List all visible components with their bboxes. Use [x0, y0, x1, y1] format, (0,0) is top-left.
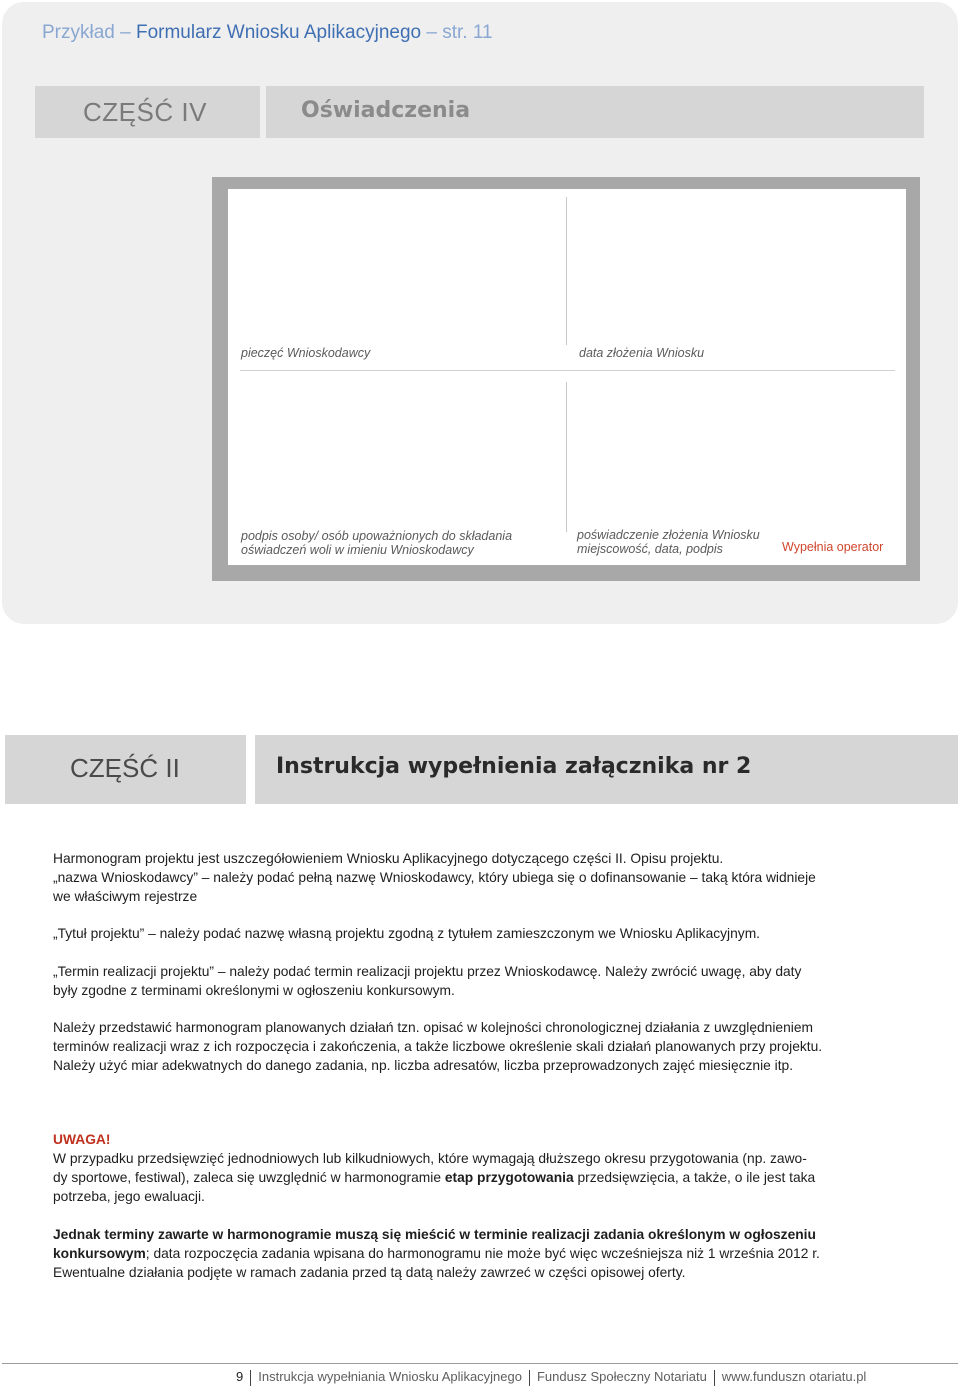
paragraph-title — [53, 924, 903, 943]
notice-label: UWAGA! — [53, 1132, 111, 1147]
paragraph-term — [53, 962, 903, 1000]
text-line: były zgodne z terminami określonymi w ogłoszeniu konkursowym. — [53, 983, 455, 998]
footer-url[interactable]: www.funduszn otariatu.pl — [721, 1369, 867, 1384]
page-footer — [236, 1369, 866, 1386]
confirm-label-2: miejscowość, data, podpis — [577, 542, 723, 556]
text-line: Harmonogram projektu jest uszczegółowieniem Wniosku Aplikacyjnego dotyczącego części II. Opisu projektu. — [53, 851, 724, 866]
text-span-bold: konkursowym — [53, 1246, 146, 1261]
text-line: „nazwa Wnioskodawcy” – należy podać pełną nazwę Wnioskodawcy, który ubiega się o dofinansowanie – taką która widnieje — [53, 870, 816, 885]
footer-doc-title: Instrukcja wypełniania Wniosku Aplikacyjnego — [258, 1369, 522, 1384]
text-line: terminów realizacji wraz z ich rozpoczęcia i zakończenia, a także liczbowe określenie skali działań planowanych przy projektu. — [53, 1039, 823, 1054]
footer-separator — [714, 1370, 715, 1386]
part4-label: CZĘŚĆ IV — [83, 97, 207, 127]
notice-section — [53, 1130, 903, 1206]
confirm-label-1: poświadczenie złożenia Wniosku — [577, 528, 760, 542]
text-line: „Tytuł projektu” – należy podać nazwę własną projektu zgodną z tytułem zamieszczonym we Wniosku Aplikacyjnym. — [53, 926, 761, 941]
paragraph-intro — [53, 849, 903, 906]
text-line — [53, 1244, 903, 1263]
seal-label: pieczęć Wnioskodawcy — [241, 346, 371, 360]
form-separator — [240, 370, 895, 371]
page-number: 9 — [236, 1369, 244, 1384]
page-header — [42, 22, 493, 44]
text-span: ; data rozpoczęcia zadania wpisana do harmonogramu nie może być więc wcześniejsza niż 1 września 2012 r. — [145, 1246, 820, 1261]
text-line-bold: Jednak terminy zawarte w harmonogramie muszą się mieścić w terminie realizacji zadania określonym w ogłoszeniu — [53, 1227, 816, 1242]
part4-title: Oświadczenia — [301, 98, 471, 123]
footer-separator — [250, 1370, 251, 1386]
text-line: we właściwym rejestrze — [53, 889, 198, 904]
footer-separator — [529, 1370, 530, 1386]
text-span: przedsięwzięcia, a także, o ile jest taka — [573, 1170, 816, 1185]
header-page-ref: – str. 11 — [421, 22, 493, 43]
footer-org: Fundusz Społeczny Notariatu — [536, 1369, 707, 1384]
part2-label: CZĘŚĆ II — [70, 753, 180, 783]
part2-title: Instrukcja wypełnienia załącznika nr 2 — [276, 754, 752, 779]
text-line: W przypadku przedsięwzięć jednodniowych lub kilkudniowych, które wymagają dłuższego okresu przygotowania (np. zawo- — [53, 1151, 807, 1166]
text-line — [53, 1168, 903, 1187]
operator-note: Wypełnia operator — [782, 540, 884, 554]
text-line: Należy użyć miar adekwatnych do danego zadania, np. liczba adresatów, liczba przeprowadzonych zajęć miesięcznie itp. — [53, 1058, 794, 1073]
header-prefix: Przykład – — [42, 22, 136, 43]
text-line: „Termin realizacji projektu” – należy podać termin realizacji projektu przez Wnioskodawcę. Należy zwrócić uwagę, aby daty — [53, 964, 802, 979]
form-divider-top — [566, 197, 567, 345]
signature-label-2: oświadczeń woli w imieniu Wnioskodawcy — [241, 543, 474, 557]
text-span: dy sportowe, festiwal), zaleca się uwzględnić w harmonogramie — [53, 1170, 445, 1185]
signature-label-1: podpis osoby/ osób upoważnionych do składania — [241, 529, 513, 543]
footer-rule — [2, 1363, 958, 1364]
text-line: Ewentualne działania podjęte w ramach zadania przed tą datą należy zawrzeć w części opisowej oferty. — [53, 1265, 686, 1280]
text-span-bold: etap przygotowania — [444, 1170, 574, 1185]
paragraph-schedule — [53, 1018, 903, 1075]
text-line: potrzeba, jego ewaluacji. — [53, 1189, 205, 1204]
declaration-form — [228, 189, 906, 565]
date-label: data złożenia Wniosku — [579, 346, 705, 360]
header-title: Formularz Wniosku Aplikacyjnego — [135, 22, 422, 43]
notice-deadline — [53, 1225, 903, 1282]
text-line: Należy przedstawić harmonogram planowanych działań tzn. opisać w kolejności chronologicznej działania z uwzględnieniem — [53, 1020, 813, 1035]
form-divider-bottom — [566, 382, 567, 532]
